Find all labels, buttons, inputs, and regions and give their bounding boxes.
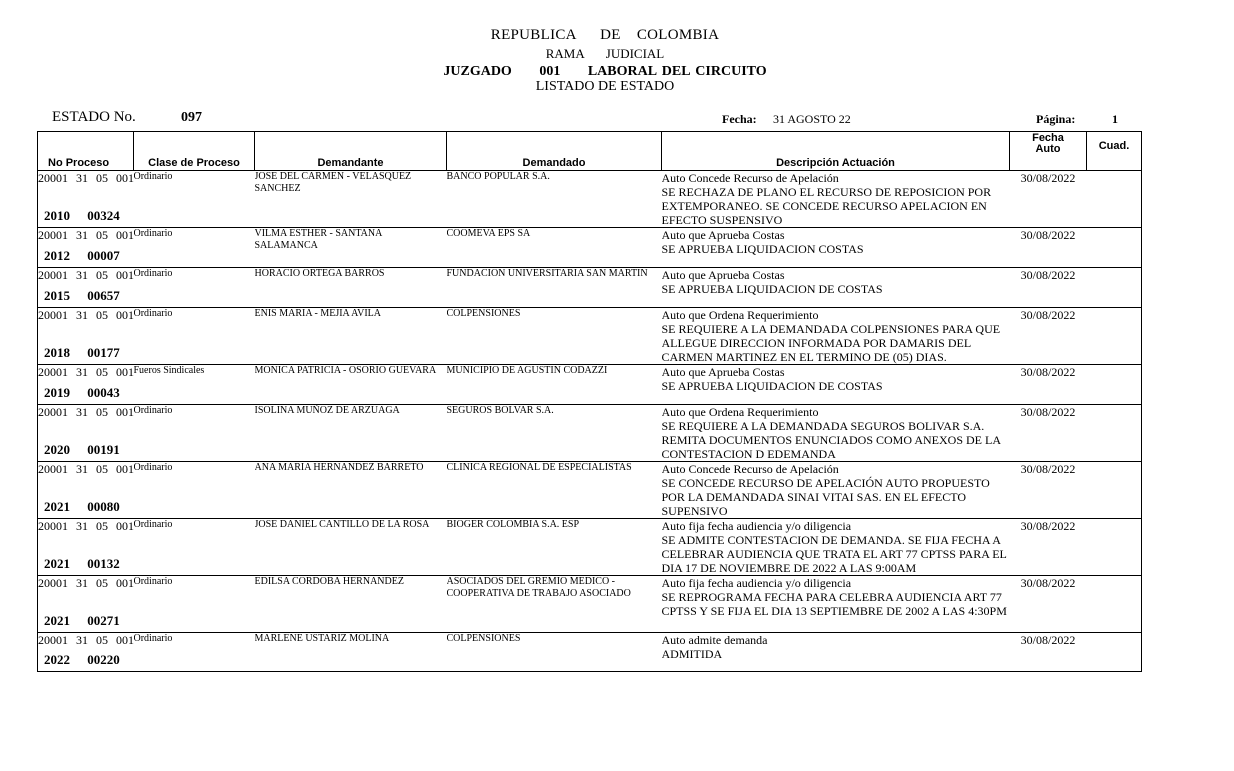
cell-cuad [1087,268,1142,308]
cell-demandado: COOMEVA EPS SA [447,228,662,268]
cell-fecha-auto: 30/08/2022 [1010,633,1087,672]
process-code: 20001 31 05 001 [38,308,134,322]
cell-cuad [1087,405,1142,462]
cell-descripcion [662,171,1010,228]
cell-no-proceso [38,405,134,462]
cell-descripcion [662,268,1010,308]
col-demandante: Demandante [255,132,447,171]
col-no-proceso: No Proceso [38,132,134,171]
table-row [38,405,1142,462]
process-number [44,385,120,401]
cell-demandante: JOSE DEL CARMEN - VELASQUEZ SANCHEZ [255,171,447,228]
cell-no-proceso [38,462,134,519]
process-number [44,248,120,264]
actuacion-detalle: SE APRUEBA LIQUIDACION DE COSTAS [661,379,883,393]
process-year: 2010 [44,208,70,223]
cell-demandado: COLPENSIONES [447,308,662,365]
cell-cuad [1087,519,1142,576]
cell-clase: Ordinario [134,576,255,633]
process-year: 2019 [44,385,70,400]
estado-label: ESTADO No. [52,109,136,125]
col-fecha-auto-line1: Fecha [1032,132,1064,144]
cell-clase: Ordinario [134,519,255,576]
cell-demandado: CLINICA REGIONAL DE ESPECIALISTAS [447,462,662,519]
cell-demandante: HORACIO ORTEGA BARROS [255,268,447,308]
cell-demandado: FUNDACION UNIVERSITARIA SAN MARTIN [447,268,662,308]
cell-no-proceso [38,365,134,405]
process-radicado: 00132 [87,556,120,571]
cell-clase: Fueros Sindicales [134,365,255,405]
table-row [38,365,1142,405]
process-code: 20001 31 05 001 [38,268,134,282]
cell-fecha-auto: 30/08/2022 [1010,228,1087,268]
cell-cuad [1087,308,1142,365]
actuacion-tipo: Auto admite demanda [661,633,768,647]
table-row [38,576,1142,633]
process-code: 20001 31 05 001 [38,171,134,185]
actuacion-tipo: Auto que Aprueba Costas [661,365,785,379]
table-row [38,268,1142,308]
process-code: 20001 31 05 001 [38,519,134,533]
process-year: 2021 [44,556,70,571]
cell-no-proceso [38,633,134,672]
actuacion-tipo: Auto que Aprueba Costas [661,228,785,242]
process-year: 2012 [44,248,70,263]
process-number [44,556,120,572]
pagina-label: Página: [1036,112,1076,126]
header-court [0,65,1210,79]
cell-descripcion [662,462,1010,519]
cell-clase: Ordinario [134,171,255,228]
cell-fecha-auto: 30/08/2022 [1010,519,1087,576]
cell-cuad [1087,365,1142,405]
cell-no-proceso [38,576,134,633]
actuacion-detalle: SE REQUIERE A LA DEMANDADA SEGUROS BOLIVAR S.A. REMITA DOCUMENTOS ENUNCIADOS COMO ANEXOS DE LA CONTESTACION D EDEMANDA [661,419,1001,461]
process-radicado: 00080 [87,499,120,514]
process-number [44,442,120,458]
cell-demandante: MARLENE USTARIZ MOLINA [255,633,447,672]
process-radicado: 00220 [87,652,120,667]
cell-descripcion [662,405,1010,462]
cell-descripcion [662,576,1010,633]
cell-cuad [1087,633,1142,672]
cell-descripcion [662,633,1010,672]
cell-demandado: SEGUROS BOLVAR S.A. [447,405,662,462]
header-branch: RAMA JUDICIAL [545,46,665,61]
actuacion-tipo: Auto fija fecha audiencia y/o diligencia [661,576,852,590]
cell-demandante: ENIS MARIA - MEJIA AVILA [255,308,447,365]
cell-fecha-auto: 30/08/2022 [1010,308,1087,365]
actuacion-tipo: Auto que Ordena Requerimiento [661,308,819,322]
estado-table [37,131,1142,672]
process-radicado: 00324 [87,208,120,223]
process-radicado: 00177 [87,345,120,360]
court-name: LABORAL DEL CIRCUITO [587,64,767,79]
cell-descripcion [662,519,1010,576]
process-radicado: 00007 [87,248,120,263]
process-year: 2022 [44,652,70,667]
process-code: 20001 31 05 001 [38,576,134,590]
cell-demandante: ISOLINA MUÑOZ DE ARZUAGA [255,405,447,462]
cell-demandante: ANA MARIA HERNANDEZ BARRETO [255,462,447,519]
process-code: 20001 31 05 001 [38,365,134,379]
process-year: 2020 [44,442,70,457]
col-cuad: Cuad. [1087,132,1142,171]
cell-demandado: COLPENSIONES [447,633,662,672]
process-year: 2021 [44,613,70,628]
process-code: 20001 31 05 001 [38,633,134,647]
process-code: 20001 31 05 001 [38,405,134,419]
process-number [44,613,120,629]
col-descripcion: Descripción Actuación [662,132,1010,171]
cell-fecha-auto: 30/08/2022 [1010,576,1087,633]
cell-no-proceso [38,228,134,268]
estado-value: 097 [181,110,202,125]
table-row [38,462,1142,519]
process-code: 20001 31 05 001 [38,228,134,242]
table-row [38,633,1142,672]
actuacion-tipo: Auto Concede Recurso de Apelación [661,462,839,476]
actuacion-detalle: SE APRUEBA LIQUIDACION COSTAS [661,242,864,256]
cell-cuad [1087,462,1142,519]
process-number [44,345,120,361]
cell-clase: Ordinario [134,405,255,462]
actuacion-detalle: SE CONCEDE RECURSO DE APELACIÓN AUTO PROPUESTO POR LA DEMANDADA SINAI VITAI SAS. EN EL EFECTO SUPENSIVO [661,476,990,518]
cell-demandado: MUNICIPIO DE AGUSTIN CODAZZI [447,365,662,405]
cell-demandante: MONICA PATRICIA - OSORIO GUEVARA [255,365,447,405]
cell-clase: Ordinario [134,308,255,365]
table-row [38,228,1142,268]
fecha-label: Fecha: [722,112,757,126]
header-country: REPUBLICA DE COLOMBIA [490,27,720,43]
process-radicado: 00043 [87,385,120,400]
cell-clase: Ordinario [134,462,255,519]
actuacion-detalle: SE RECHAZA DE PLANO EL RECURSO DE REPOSICION POR EXTEMPORANEO. SE CONCEDE RECURSO APELACION EN EFECTO SUSPENSIVO [661,185,992,227]
col-fecha-auto-line2: Auto [1035,143,1061,155]
process-number [44,499,120,515]
actuacion-tipo: Auto fija fecha audiencia y/o diligencia [661,519,852,533]
cell-demandado: BIOGER COLOMBIA S.A. ESP [447,519,662,576]
cell-no-proceso [38,308,134,365]
fecha-value: 31 AGOSTO 22 [773,112,851,126]
table-row [38,171,1142,228]
table-row [38,519,1142,576]
list-title: LISTADO DE ESTADO [535,79,675,94]
process-code: 20001 31 05 001 [38,462,134,476]
actuacion-detalle: SE REQUIERE A LA DEMANDADA COLPENSIONES PARA QUE ALLEGUE DIRECCION INFORMADA POR DAMARIS DEL CARMEN MARTINEZ EN EL TERMINO DE (05) DIAS. [661,322,1001,364]
col-demandado: Demandado [447,132,662,171]
cell-demandante: EDILSA CORDOBA HERNANDEZ [255,576,447,633]
cell-cuad [1087,171,1142,228]
cell-cuad [1087,576,1142,633]
pagina-value: 1 [1112,112,1118,126]
col-clase: Clase de Proceso [134,132,255,171]
cell-clase: Ordinario [134,228,255,268]
cell-cuad [1087,228,1142,268]
actuacion-detalle: ADMITIDA [661,647,723,661]
cell-descripcion [662,228,1010,268]
cell-descripcion [662,365,1010,405]
court-number: 001 [539,64,561,79]
cell-demandante: VILMA ESTHER - SANTANA SALAMANCA [255,228,447,268]
table-header-row [38,132,1142,171]
cell-fecha-auto: 30/08/2022 [1010,462,1087,519]
cell-clase: Ordinario [134,633,255,672]
cell-fecha-auto: 30/08/2022 [1010,405,1087,462]
cell-descripcion [662,308,1010,365]
court-prefix: JUZGADO [443,64,512,79]
process-radicado: 00271 [87,613,120,628]
process-year: 2018 [44,345,70,360]
process-radicado: 00191 [87,442,120,457]
cell-fecha-auto: 30/08/2022 [1010,171,1087,228]
cell-no-proceso [38,268,134,308]
cell-fecha-auto: 30/08/2022 [1010,268,1087,308]
actuacion-tipo: Auto Concede Recurso de Apelación [661,171,839,185]
process-year: 2015 [44,288,70,303]
cell-fecha-auto: 30/08/2022 [1010,365,1087,405]
process-radicado: 00657 [87,288,120,303]
process-number [44,208,120,224]
process-number [44,652,120,668]
actuacion-detalle: SE ADMITE CONTESTACION DE DEMANDA. SE FIJA FECHA A CELEBRAR AUDIENCIA QUE TRATA EL ART 77 CPTSS PARA EL DIA 17 DE NOVIEMBRE DE 2022 A LAS 9:00AM [661,533,1007,575]
process-number [44,288,120,304]
cell-no-proceso [38,171,134,228]
cell-clase: Ordinario [134,268,255,308]
actuacion-tipo: Auto que Aprueba Costas [661,268,785,282]
cell-no-proceso [38,519,134,576]
actuacion-detalle: SE APRUEBA LIQUIDACION DE COSTAS [661,282,883,296]
actuacion-detalle: SE REPROGRAMA FECHA PARA CELEBRA AUDIENCIA ART 77 CPTSS Y SE FIJA EL DIA 13 SEPTIEMBRE DE 2002 A LAS 4:30PM [661,590,1007,618]
actuacion-tipo: Auto que Ordena Requerimiento [661,405,819,419]
table-row [38,308,1142,365]
cell-demandado: BANCO POPULAR S.A. [447,171,662,228]
cell-demandante: JOSE DANIEL CANTILLO DE LA ROSA [255,519,447,576]
cell-demandado: ASOCIADOS DEL GREMIO MEDICO - COOPERATIVA DE TRABAJO ASOCIADO [447,576,662,633]
process-year: 2021 [44,499,70,514]
col-fecha-auto [1010,132,1087,171]
